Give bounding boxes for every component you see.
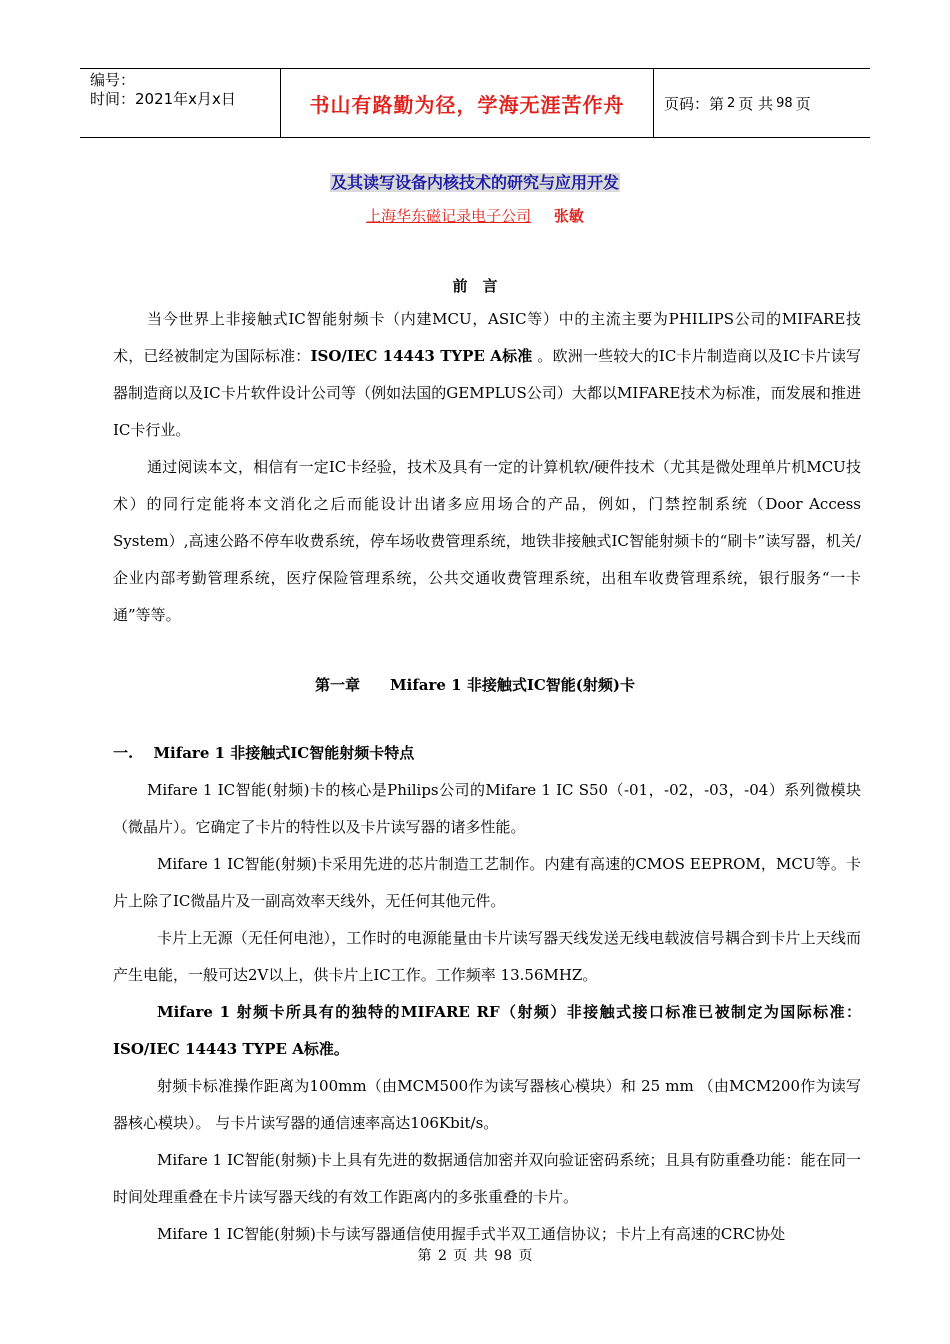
time-label: 时间：2021年x月x日: [90, 90, 236, 108]
header-motto: 书山有路勤为径，学海无涯苦作舟: [280, 69, 654, 137]
page-footer: 第 2 页 共 98 页: [417, 1248, 533, 1264]
header-table: [80, 68, 870, 138]
page-total: 98: [776, 95, 793, 111]
document-title: [0, 170, 950, 193]
section-body: [113, 735, 861, 1253]
preface-text-1: 当今世界上非接触式IC智能射频卡（内建MCU，ASIC等）中的主流主要为PHILIPS公司的MIFARE技术，已经被制定为国际标准：: [113, 310, 861, 365]
number-label: 编号：: [90, 71, 136, 89]
section-paragraph-5: 射频卡标准操作距离为100mm（由MCM500作为读写器核心模块）和 25 mm （由MCM200作为读写器核心模块）。 与卡片读写器的通信速率高达106Kbit/s。: [113, 1077, 861, 1132]
page-label-suffix: 页: [795, 94, 811, 113]
section-paragraph-3: 卡片上无源（无任何电池），工作时的电源能量由卡片读写器天线发送无线电载波信号耦合到卡片上天线而产生电能，一般可达2V以上，供卡片上IC工作。工作频率 13.56MHZ。: [113, 929, 861, 984]
section-paragraph-6: Mifare 1 IC智能(射频)卡上具有先进的数据通信加密并双向验证密码系统；且具有防重叠功能：能在同一时间处理重叠在卡片读写器天线的有效工作距离内的多张重叠的卡片。: [113, 1151, 861, 1206]
header-page-info: [654, 69, 870, 137]
preface-standard: ISO/IEC 14443 TYPE A标准: [310, 347, 533, 365]
page-current: 2: [727, 95, 736, 111]
section-paragraph-2: Mifare 1 IC智能(射频)卡采用先进的芯片制造工艺制作。内建有高速的CMOS EEPROM，MCU等。卡片上除了IC微晶片及一副高效率天线外，无任何其他元件。: [113, 855, 861, 910]
section-paragraph-4: Mifare 1 射频卡所具有的独特的MIFARE RF（射频）非接触式接口标准已被制定为国际标准：ISO/IEC 14443 TYPE A标准。: [113, 1003, 861, 1058]
chapter-heading: 第一章 Mifare 1 非接触式IC智能(射频)卡: [315, 676, 635, 694]
page-label-prefix: 页码：第: [664, 94, 725, 113]
section-paragraph-7: Mifare 1 IC智能(射频)卡与读写器通信使用握手式半双工通信协议；卡片上有高速的CRC协处: [157, 1225, 786, 1243]
section-heading: 一. Mifare 1 非接触式IC智能射频卡特点: [113, 744, 415, 762]
preface-paragraph-2: 通过阅读本文，相信有一定IC卡经验，技术及具有一定的计算机软/硬件技术（尤其是微处理单片机MCU技术）的同行定能将本文消化之后而能设计出诸多应用场合的产品，例如，门禁控制系统（Door Access System）,高速公路不停车收费系统，停车场收费管理系统，地铁非接触式IC智能射频卡的“刷卡”读写器，机关/企业内部考勤管理系统，医疗保险管理系统，公共交通收费管理系统，出租车收费管理系统，银行服务“一卡通”等等。: [113, 458, 861, 624]
header-meta: [80, 69, 280, 137]
page-label-mid: 页 共: [738, 94, 774, 113]
preface-heading: 前 言: [452, 277, 498, 295]
document-title-text: 及其读写设备内核技术的研究与应用开发: [330, 173, 619, 192]
organization-link[interactable]: 上海华东磁记录电子公司: [366, 207, 532, 225]
author-name: 张敏: [553, 207, 584, 225]
author-line: [0, 205, 950, 226]
section-paragraph-1: Mifare 1 IC智能(射频)卡的核心是Philips公司的Mifare 1 IC S50（-01，-02，-03，-04）系列微模块（微晶片）。它确定了卡片的特性以及卡片读写器的诸多性能。: [113, 781, 861, 836]
preface-paragraph-1: [113, 301, 861, 449]
preface-text-2: 。欧洲一些较大的IC卡片制造商以及IC卡片读写器制造商以及IC卡片软件设计公司等（例如法国的GEMPLUS公司）大都以MIFARE技术为标准，而发展和推进IC卡行业。: [113, 347, 862, 439]
preface-body: [113, 301, 861, 634]
